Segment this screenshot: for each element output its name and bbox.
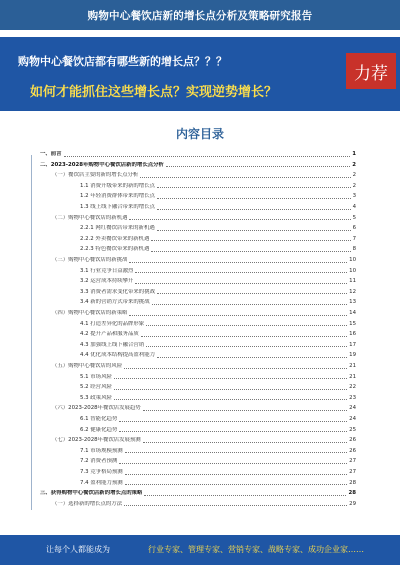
- toc-entry[interactable]: [52, 363, 356, 370]
- toc-leader-dots: [64, 156, 351, 157]
- toc-entry-text: 4.4 优化成本结构提高盈利能力: [80, 352, 155, 359]
- toc-entry[interactable]: [52, 405, 356, 412]
- toc-entry-page: 28: [348, 490, 356, 497]
- toc-entry-text: （六）2023-2028年餐饮店发展趋势: [52, 405, 141, 412]
- toc-leader-dots: [140, 177, 350, 178]
- toc-entry-page: 25: [349, 426, 356, 433]
- toc-entry-text: （五）购物中心餐饮店的风险: [52, 363, 123, 369]
- toc-entry[interactable]: [80, 278, 356, 285]
- toc-entry-text: 7.1 市场规模预测: [80, 447, 123, 454]
- toc-entry-page: 12: [349, 288, 356, 295]
- toc-entry-page: 22: [349, 384, 356, 391]
- toc-leader-dots: [157, 198, 351, 199]
- toc-entry[interactable]: [80, 384, 356, 391]
- toc-entry-text: 5.1 市场风险: [80, 373, 112, 380]
- footer-banner: [0, 535, 400, 565]
- toc-entry[interactable]: [52, 310, 356, 317]
- toc-divider: [31, 155, 32, 510]
- toc-entry-text: 1.1 消费升级带来的新的增长点: [80, 182, 155, 189]
- report-title-bar: [0, 0, 400, 30]
- toc-entry[interactable]: [80, 342, 356, 349]
- toc-entry-text: 1.2 年轻消费群体带来的增长点: [80, 193, 155, 200]
- toc-entry[interactable]: [80, 395, 356, 402]
- toc-entry-text: 2.2.1 网红餐饮店带来的新机遇: [80, 225, 155, 232]
- toc-leader-dots: [157, 230, 351, 231]
- toc-entry-page: 29: [349, 500, 356, 507]
- toc-entry-page: 16: [349, 331, 356, 338]
- toc-leader-dots: [119, 431, 347, 432]
- toc-leader-dots: [119, 463, 347, 464]
- toc-entry-text: 1.3 线上线下融合带来的增长点: [80, 204, 155, 210]
- toc-entry-text: 一、前言: [40, 151, 62, 157]
- toc-entry[interactable]: [80, 352, 356, 359]
- footer-roles: 行业专家、管理专家、营销专家、战略专家、成功企业家……: [148, 545, 364, 554]
- toc-entry[interactable]: [80, 183, 356, 190]
- toc-entry[interactable]: [80, 331, 356, 338]
- toc-entry-text: 4.3 加强线上线下融合营销: [80, 341, 145, 348]
- toc-entry[interactable]: [80, 236, 356, 243]
- toc-entry-page: 2: [352, 161, 356, 168]
- toc-entry-page: 17: [349, 341, 356, 348]
- toc-entry[interactable]: [80, 268, 356, 275]
- toc-entry[interactable]: [80, 321, 356, 328]
- toc-leader-dots: [151, 240, 350, 241]
- toc-entry-text: 二、2023-2028年购物中心餐饮店新的增长点分析: [40, 161, 164, 168]
- toc-leader-dots: [129, 219, 350, 220]
- toc-entry[interactable]: [80, 480, 356, 487]
- toc-entry-page: 7: [352, 235, 356, 242]
- toc-entry-text: 5.3 政策风险: [80, 394, 112, 401]
- toc-entry-page: 21: [349, 373, 356, 380]
- toc-leader-dots: [146, 346, 347, 347]
- toc-entry-text: （三）购物中心餐饮店的新挑战: [52, 257, 128, 263]
- toc-entry[interactable]: [40, 490, 356, 497]
- toc-leader-dots: [157, 357, 347, 358]
- toc-leader-dots: [124, 505, 347, 506]
- toc-entry[interactable]: [80, 448, 356, 455]
- toc-entry[interactable]: [80, 469, 356, 476]
- toc-entry-page: 10: [349, 257, 356, 263]
- toc-entry-text: 4.2 提升产品和服务品质: [80, 331, 139, 338]
- toc-entry-page: 2: [352, 172, 356, 179]
- toc-leader-dots: [151, 251, 350, 252]
- toc-entry-page: 19: [349, 352, 356, 359]
- toc-entry-text: （七）2023-2028年餐饮店发展预测: [52, 437, 141, 444]
- footer-slogan: 让每个人都能成为: [46, 545, 110, 554]
- toc-entry-page: 26: [349, 447, 356, 454]
- toc-leader-dots: [144, 495, 346, 496]
- toc-entry-page: 11: [349, 278, 356, 285]
- toc-entry-text: 3.1 行业竞争日益激烈: [80, 267, 134, 274]
- toc-leader-dots: [146, 325, 347, 326]
- toc-entry-page: 26: [349, 437, 356, 444]
- toc-entry[interactable]: [80, 458, 356, 465]
- toc-leader-dots: [129, 262, 347, 263]
- toc-title: 内容目录: [175, 127, 224, 141]
- toc-entry-text: （四）购物中心餐饮店的新策略: [52, 310, 128, 316]
- toc-entry-text: 2.2.3 特色餐饮带来的新机遇: [80, 246, 150, 253]
- toc-entry-text: 3.3 消费者需求变化带来的挑战: [80, 288, 155, 295]
- toc-entry[interactable]: [52, 257, 356, 264]
- toc-leader-dots: [114, 378, 347, 379]
- toc-entry-page: 21: [349, 363, 356, 369]
- toc-entry-page: 3: [352, 193, 356, 200]
- toc-leader-dots: [125, 484, 348, 485]
- toc-entry[interactable]: [80, 204, 356, 211]
- toc-entry-page: 10: [349, 267, 356, 274]
- toc-entry-page: 8: [352, 246, 356, 253]
- toc-entry[interactable]: [80, 193, 356, 200]
- toc-entry[interactable]: [80, 246, 356, 253]
- toc-entry-page: 4: [352, 204, 356, 210]
- toc-leader-dots: [119, 421, 347, 422]
- toc-entry[interactable]: [80, 299, 356, 306]
- toc-entry-text: 4.1 打造差异化的品牌形象: [80, 320, 145, 327]
- toc-entry-page: 27: [349, 469, 356, 475]
- toc-entry-text: 5.2 经营风险: [80, 384, 112, 391]
- toc-entry-page: 6: [352, 225, 356, 232]
- toc-entry-page: 23: [349, 394, 356, 401]
- toc-entry-text: 三、获得购物中心餐饮店新的增长点的策略: [40, 490, 143, 497]
- toc-entry[interactable]: [80, 225, 356, 232]
- toc-leader-dots: [129, 315, 347, 316]
- toc-entry-page: 5: [352, 214, 356, 221]
- toc-entry[interactable]: [52, 215, 356, 222]
- toc-leader-dots: [114, 389, 347, 390]
- toc-leader-dots: [125, 474, 348, 475]
- toc-leader-dots: [141, 336, 347, 337]
- toc-leader-dots: [143, 410, 347, 411]
- toc-entry-page: 14: [349, 310, 356, 316]
- toc-leader-dots: [143, 442, 347, 443]
- toc-entry-text: 6.2 健康化趋势: [80, 426, 118, 433]
- toc-leader-dots: [152, 304, 348, 305]
- toc-entry[interactable]: [52, 437, 356, 444]
- toc-entry-page: 28: [349, 479, 356, 486]
- recommend-badge: 力荐: [346, 53, 396, 89]
- toc-entry[interactable]: [80, 427, 356, 434]
- toc-entry-text: 2.2.2 外卖餐饮带来的新机遇: [80, 235, 150, 242]
- banner-question-2: 如何才能抓住这些增长点？实现逆势增长？: [30, 85, 278, 100]
- toc-entry[interactable]: [40, 151, 356, 158]
- toc-entry-page: 15: [349, 320, 356, 327]
- toc-entry[interactable]: [80, 416, 356, 423]
- report-title: 购物中心餐饮店新的增长点分析及策略研究报告: [87, 9, 313, 22]
- toc-entry[interactable]: [40, 162, 356, 169]
- toc-leader-dots: [125, 452, 348, 453]
- toc-entry[interactable]: [52, 501, 356, 508]
- toc-entry[interactable]: [52, 172, 356, 179]
- toc-leader-dots: [135, 272, 347, 273]
- toc-entry-text: 3.2 运营成本持续攀升: [80, 278, 134, 285]
- toc-leader-dots: [157, 293, 347, 294]
- toc-entry-text: 7.4 盈利能力预测: [80, 479, 123, 486]
- toc-entry-page: 2: [352, 182, 356, 189]
- toc-leader-dots: [135, 283, 347, 284]
- toc-entry-page: 1: [352, 151, 356, 157]
- toc-entry-text: 7.3 竞争格局预测: [80, 469, 123, 475]
- toc-entry-page: 27: [349, 458, 356, 465]
- banner-question-1: 购物中心餐饮店都有哪些新的增长点？？？: [18, 55, 227, 68]
- toc-entry-text: 6.1 智能化趋势: [80, 416, 118, 422]
- toc-entry-text: （一）选择新的增长点的方法: [52, 500, 123, 507]
- toc-leader-dots: [157, 209, 351, 210]
- toc-entry-text: 3.4 新的营销方式带来的挑战: [80, 299, 150, 306]
- toc-leader-dots: [166, 166, 350, 167]
- toc-entry-text: 7.2 消费者预测: [80, 458, 118, 465]
- toc-leader-dots: [124, 368, 347, 369]
- toc-leader-dots: [157, 187, 351, 188]
- toc-leader-dots: [114, 399, 347, 400]
- toc-entry-page: 13: [349, 299, 356, 306]
- toc-entry-page: 24: [349, 416, 356, 422]
- toc-entry[interactable]: [80, 289, 356, 296]
- toc-entry-text: （一）餐饮店主要的新的增长点分析: [52, 172, 139, 179]
- toc-entry-page: 24: [349, 405, 356, 412]
- toc-entry-text: （二）购物中心餐饮店的新机遇: [52, 214, 128, 221]
- toc-entry[interactable]: [80, 374, 356, 381]
- question-banner: [0, 37, 400, 111]
